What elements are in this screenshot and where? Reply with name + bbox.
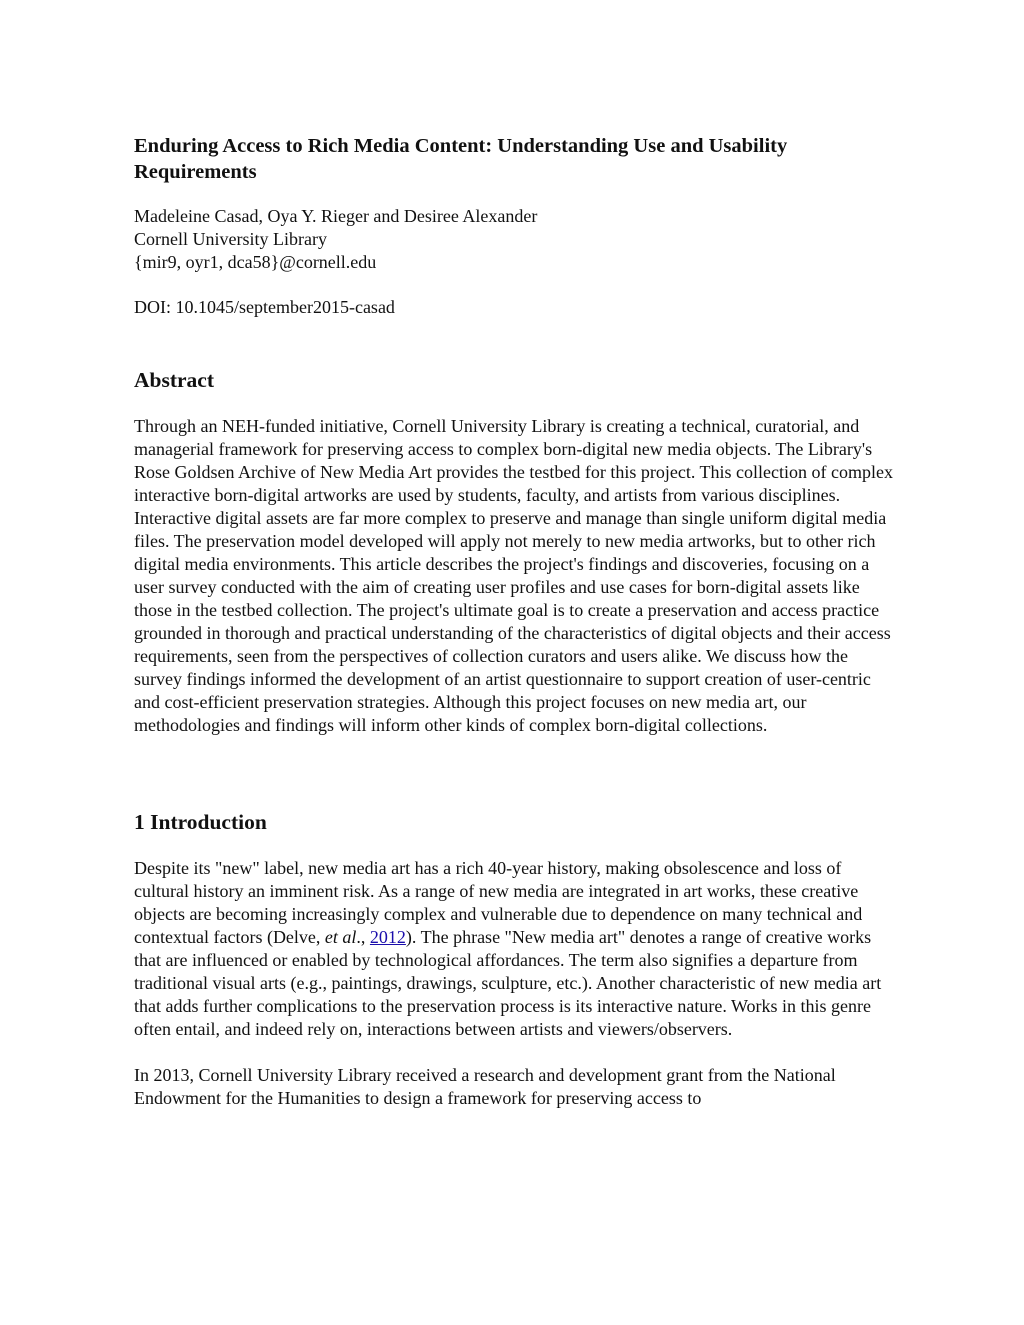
intro-text-before-citation: Despite its "new" label, new media art has a rich 40-year history, making obsolescence and loss of cultural history an imminent risk. As a range of new media are integrated in art works, these creative objects are becoming increasingly complex and vulnerable due to dependence on many technical and contextual factors (Delve, xyxy=(134,858,863,947)
author-block xyxy=(134,205,894,274)
citation-year-link[interactable]: 2012 xyxy=(369,927,406,947)
article xyxy=(134,133,894,1110)
introduction-paragraph-2: In 2013, Cornell University Library received a research and development grant from the National Endowment for the Humanities to design a framework for preserving access to xyxy=(134,1065,836,1108)
citation-et-al: et al xyxy=(324,927,357,947)
introduction-paragraph-1 xyxy=(134,857,894,1041)
affiliation: Cornell University Library xyxy=(134,229,327,249)
abstract-text: Through an NEH-funded initiative, Cornell University Library is creating a technical, curatorial, and managerial framework for preserving access to complex born-digital new media objects. The Library's Rose Goldsen Archive of New Media Art provides the testbed for this project. This collection of complex interactive born-digital artworks are used by students, faculty, and artists from various disciplines. Interactive digital assets are far more complex to preserve and manage than single uniform digital media files. The preservation model developed will apply not merely to new media artworks, but to other rich digital media environments. This article describes the project's findings and discoveries, focusing on a user survey conducted with the aim of creating user profiles and use cases for born-digital assets like those in the testbed collection. The project's ultimate goal is to create a preservation and access practice grounded in thorough and practical understanding of the characteristics of digital objects and their access requirements, seen from the perspectives of collection curators and users alike. We discuss how the survey findings informed the development of an artist questionnaire to support creation of user-centric and cost-efficient preservation strategies. Although this project focuses on new media art, our methodologies and findings will inform other kinds of complex born-digital collections. xyxy=(134,416,893,735)
authors: Madeleine Casad, Oya Y. Rieger and Desiree Alexander xyxy=(134,206,538,226)
doi: DOI: 10.1045/september2015-casad xyxy=(134,297,395,317)
intro-text-after-citation: ). The phrase "New media art" denotes a range of creative works that are influenced or enabled by technological affordances. The term also signifies a departure from traditional visual arts (e.g., paintings, drawings, sculpture, etc.). Another characteristic of new media art that adds further complications to the preservation process is its interactive nature. Works in this genre often entail, and indeed rely on, interactions between artists and viewers/observers. xyxy=(134,927,882,1039)
abstract-heading: Abstract xyxy=(134,368,215,392)
citation-separator: ., xyxy=(356,927,370,947)
introduction-heading: 1 Introduction xyxy=(134,810,267,834)
author-emails: {mir9, oyr1, dca58}@cornell.edu xyxy=(134,252,377,272)
article-title: Enduring Access to Rich Media Content: Understanding Use and Usability Requirements xyxy=(134,135,788,183)
